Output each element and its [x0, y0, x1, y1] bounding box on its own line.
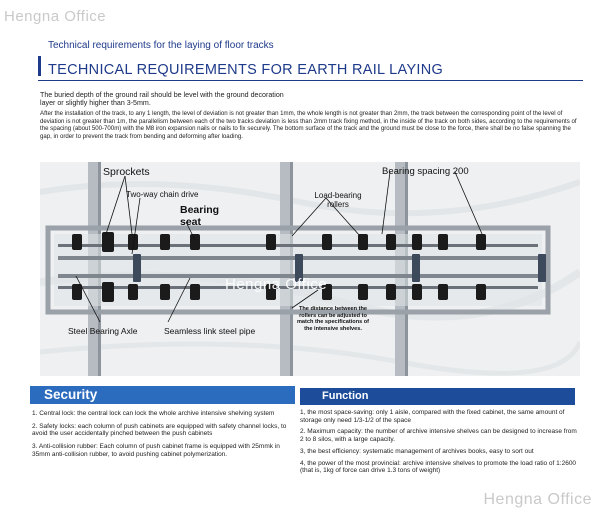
list-item: 2. Maximum capacity: the number of archive intensive shelves can be designed to increase from 2 to 8 silos, with a large capacity. [300, 428, 577, 444]
list-item: 4, the power of the most provincial: archive intensive shelves to promote the load ratio of 1:2600 (that is, 1kg of force can drive 1.3 tons of weight) [300, 459, 577, 475]
watermark-top: Hengna Office [4, 8, 107, 25]
rail-diagram-drawing [40, 162, 580, 376]
page-title: TECHNICAL REQUIREMENTS FOR EARTH RAIL LAYING [48, 62, 444, 78]
label-steel-bearing-axle: Steel Bearing Axle [68, 326, 138, 336]
label-seamless-pipe: Seamless link steel pipe [164, 326, 256, 336]
watermark-bottom: Hengna Office [483, 491, 592, 508]
function-header: Function [300, 388, 575, 405]
title-accent-bar [38, 56, 41, 76]
requirements-paragraph: After the installation of the track, to any 1 length, the level of deviation is not greater than 1mm, the whole length is not greater than 2mm, the track between the corresponding point of the level of deviation is not greater than 1m, the parallelism between each of the two tracks deviation is less than 2mm track fixing method, in the inside of the track on both sides, according to the requirements of the spacing (about 500-700m) with the M8 iron expansion nails or nails to fix securely. The bottom surface of the track and the ground must be close to the force, there shall be no false spanning the gap, in order to prevent the track from bending and deforming after loading. [40, 110, 577, 140]
list-item: 3. Anti-collision rubber: Each column of push cabinet frame is equipped with 25mmk in 35mm anti-collision rubber, to avoid pushing cabinet polymerization. [32, 443, 280, 458]
title-divider [38, 80, 583, 81]
rail-diagram [40, 162, 580, 376]
security-list [32, 410, 290, 464]
label-roller-distance-note: The distance between the rollers can be adjusted to match the specifications of the intensive shelves. [296, 306, 370, 332]
intro-paragraph: The buried depth of the ground rail should be level with the ground decoration layer or slightly higher than 3-5mm. [40, 91, 284, 108]
label-bearing-spacing: Bearing spacing 200 [382, 166, 469, 177]
list-item: 1. Central lock: the central lock can lock the whole archive intensive shelving system [32, 410, 275, 417]
list-item: 2. Safety locks: each column of push cabinets are equipped with safety channel locks, to avoid the user accidentally pinched between the push cabinets [32, 422, 287, 438]
list-item: 1, the most space-saving: only 1 aisle, compared with the fixed cabinet, the same amount of storage only need 1/3-1/2 of the space [300, 409, 565, 424]
label-two-way-chain-drive: Two-way chain drive [126, 190, 199, 199]
security-header: Security [30, 386, 295, 404]
watermark-diagram: Hengna Office [225, 276, 328, 293]
section-subtitle: Technical requirements for the laying of floor tracks [48, 40, 274, 51]
label-sprockets: Sprockets [103, 166, 150, 178]
label-bearing-seat: Bearing seat [180, 204, 220, 228]
list-item: 3, the best efficiency: systematic management of archives books, easy to sort out [300, 447, 534, 455]
label-load-bearing-rollers: Load-bearing rollers [314, 191, 362, 209]
function-list [300, 409, 580, 479]
